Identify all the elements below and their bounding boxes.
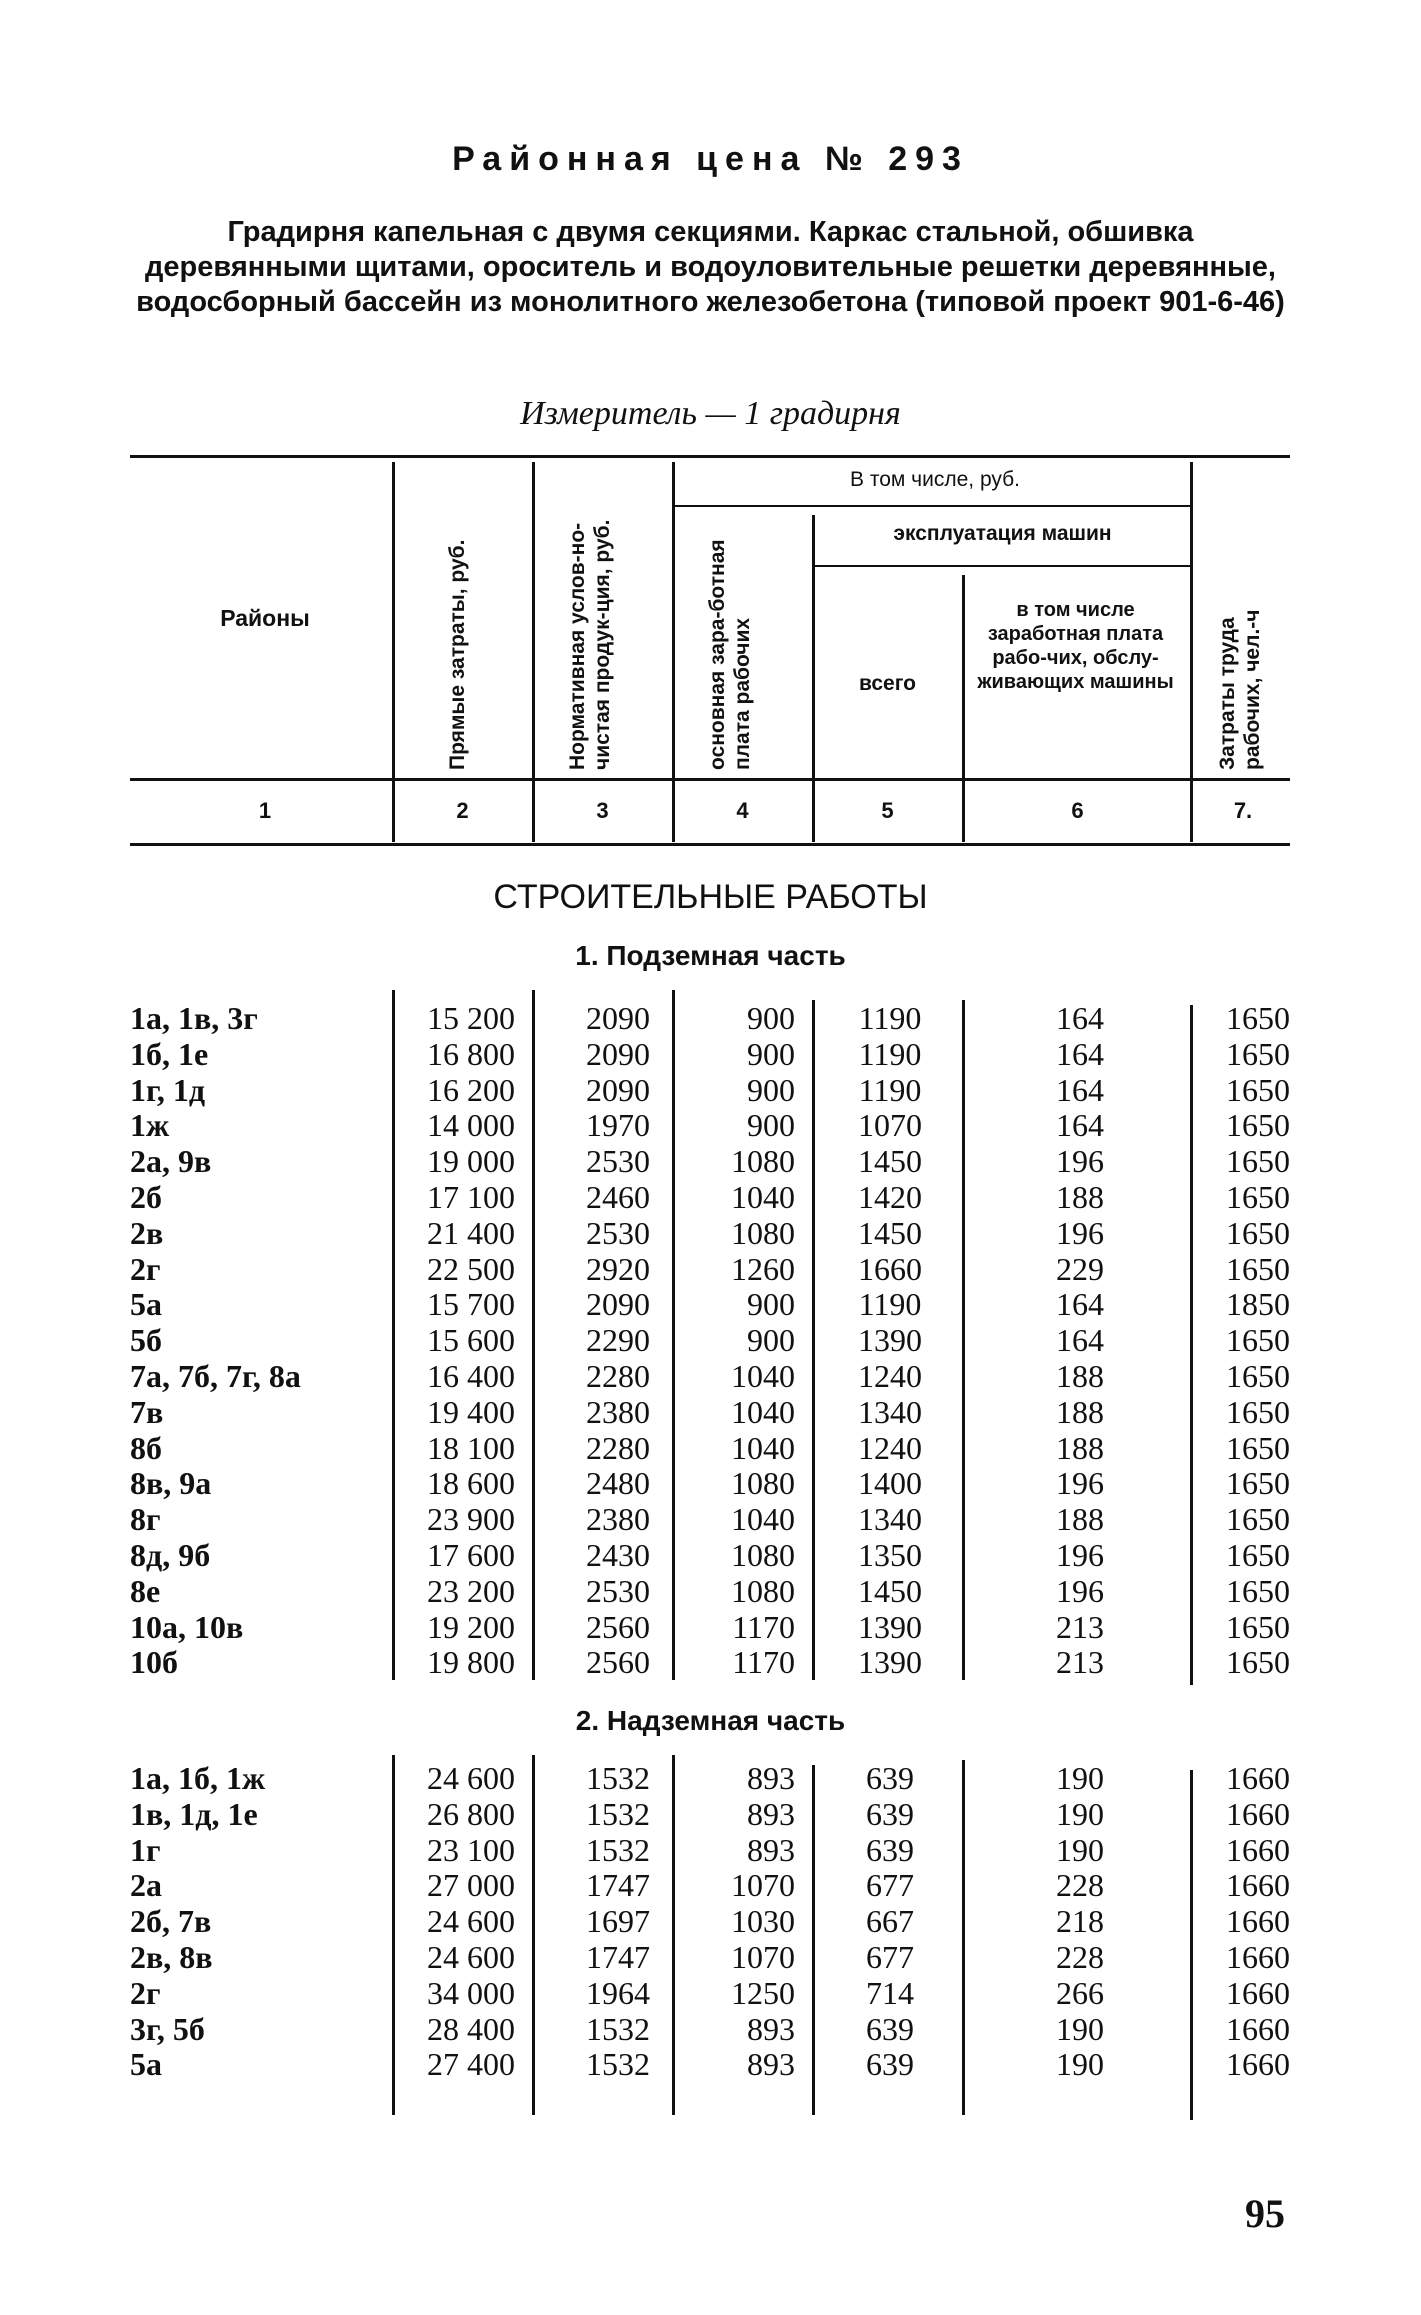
column-number: 3 bbox=[596, 798, 609, 823]
value-cell: 188 bbox=[1056, 1393, 1104, 1430]
header-normative bbox=[565, 470, 615, 770]
table-row bbox=[0, 1939, 1421, 1975]
value-cell: 1532 bbox=[586, 1831, 650, 1868]
value-cell: 1660 bbox=[1226, 2010, 1290, 2047]
value-cell: 164 bbox=[1056, 1000, 1104, 1036]
page-number: 95 bbox=[1245, 2191, 1285, 2236]
value-cell: 26 800 bbox=[427, 1795, 515, 1832]
header-top-rule bbox=[130, 455, 1290, 458]
value-cell: 15 700 bbox=[427, 1286, 515, 1323]
region-cell: 5а bbox=[130, 1286, 162, 1323]
value-cell: 23 200 bbox=[427, 1572, 515, 1609]
region-cell: 3г, 5б bbox=[130, 2010, 205, 2047]
value-cell: 2090 bbox=[586, 1071, 650, 1108]
region-cell: 2а, 9в bbox=[130, 1143, 212, 1180]
value-cell: 16 400 bbox=[427, 1358, 515, 1394]
value-cell: 1532 bbox=[586, 1760, 650, 1796]
column-number: 7. bbox=[1233, 798, 1253, 823]
value-cell: 196 bbox=[1056, 1143, 1104, 1180]
value-cell: 24 600 bbox=[427, 1903, 515, 1940]
table-row bbox=[0, 2011, 1421, 2047]
value-cell: 1080 bbox=[731, 1572, 795, 1609]
value-cell: 639 bbox=[866, 1760, 914, 1796]
value-cell: 213 bbox=[1056, 1644, 1104, 1681]
header-divider bbox=[532, 462, 535, 842]
value-cell: 1170 bbox=[732, 1644, 795, 1681]
column-number: 5 bbox=[881, 798, 894, 823]
value-cell: 2530 bbox=[586, 1572, 650, 1609]
value-cell: 900 bbox=[747, 1035, 795, 1072]
value-cell: 15 200 bbox=[427, 1000, 515, 1036]
value-cell: 19 400 bbox=[427, 1393, 515, 1430]
value-cell: 28 400 bbox=[427, 2010, 515, 2047]
value-cell: 1400 bbox=[858, 1465, 922, 1502]
column-number: 6 bbox=[1071, 798, 1084, 823]
value-cell: 1030 bbox=[731, 1903, 795, 1940]
value-cell: 1650 bbox=[1226, 1644, 1290, 1681]
value-cell: 22 500 bbox=[427, 1250, 515, 1287]
value-cell: 190 bbox=[1056, 1795, 1104, 1832]
value-cell: 1190 bbox=[858, 1035, 922, 1072]
value-cell: 1040 bbox=[731, 1358, 795, 1394]
header-divider bbox=[1190, 462, 1193, 842]
value-cell: 1650 bbox=[1226, 1322, 1290, 1359]
value-cell: 21 400 bbox=[427, 1214, 515, 1251]
region-cell: 1ж bbox=[130, 1107, 170, 1144]
table-row bbox=[0, 1430, 1421, 1466]
value-cell: 228 bbox=[1056, 1867, 1104, 1904]
table-row bbox=[0, 1107, 1421, 1143]
value-cell: 1040 bbox=[731, 1429, 795, 1466]
value-cell: 23 900 bbox=[427, 1501, 515, 1538]
value-cell: 190 bbox=[1056, 2046, 1104, 2083]
value-cell: 190 bbox=[1056, 1831, 1104, 1868]
header-divider bbox=[392, 462, 395, 842]
value-cell: 1340 bbox=[858, 1501, 922, 1538]
header-bottom-rule bbox=[130, 778, 1290, 781]
region-cell: 10б bbox=[130, 1644, 178, 1681]
value-cell: 1697 bbox=[586, 1903, 650, 1940]
header-machines: эксплуатация машин bbox=[893, 522, 1112, 545]
value-cell: 677 bbox=[866, 1939, 914, 1975]
value-cell: 23 100 bbox=[427, 1831, 515, 1868]
value-cell: 2090 bbox=[586, 1286, 650, 1323]
value-cell: 1250 bbox=[731, 1974, 795, 2011]
region-cell: 2в bbox=[130, 1214, 164, 1251]
value-cell: 667 bbox=[866, 1903, 914, 1940]
value-cell: 1660 bbox=[1226, 1831, 1290, 1868]
value-cell: 14 000 bbox=[427, 1107, 515, 1144]
value-cell: 266 bbox=[1056, 1974, 1104, 2011]
value-cell: 1660 bbox=[1226, 2046, 1290, 2083]
value-cell: 1240 bbox=[858, 1429, 922, 1466]
table-row bbox=[0, 1358, 1421, 1394]
value-cell: 900 bbox=[747, 1000, 795, 1036]
value-cell: 27 400 bbox=[427, 2046, 515, 2083]
value-cell: 1660 bbox=[1226, 1795, 1290, 1832]
value-cell: 188 bbox=[1056, 1501, 1104, 1538]
value-cell: 2090 bbox=[586, 1000, 650, 1036]
section2-title: 2. Надземная часть bbox=[575, 1705, 846, 1736]
value-cell: 1650 bbox=[1226, 1250, 1290, 1287]
value-cell: 639 bbox=[866, 2010, 914, 2047]
value-cell: 639 bbox=[866, 2046, 914, 2083]
table-row bbox=[0, 1501, 1421, 1537]
value-cell: 1532 bbox=[586, 1795, 650, 1832]
value-cell: 1747 bbox=[586, 1867, 650, 1904]
value-cell: 1650 bbox=[1226, 1071, 1290, 1108]
region-cell: 1а, 1в, 3г bbox=[130, 1000, 258, 1036]
value-cell: 196 bbox=[1056, 1537, 1104, 1573]
header-total: всего bbox=[858, 672, 917, 695]
header-regions: Районы bbox=[220, 605, 310, 631]
value-cell: 218 bbox=[1056, 1903, 1104, 1940]
value-cell: 16 800 bbox=[427, 1035, 515, 1072]
machines-rule bbox=[815, 565, 1190, 567]
value-cell: 1650 bbox=[1226, 1143, 1290, 1180]
value-cell: 1080 bbox=[731, 1214, 795, 1251]
value-cell: 1660 bbox=[1226, 1939, 1290, 1975]
section1-title: 1. Подземная часть bbox=[575, 940, 846, 971]
header-including: В том числе, руб. bbox=[850, 468, 1020, 491]
value-cell: 2460 bbox=[586, 1179, 650, 1215]
value-cell: 1660 bbox=[1226, 1867, 1290, 1904]
header-direct-costs: Прямые затраты, руб. bbox=[446, 539, 469, 770]
table-row bbox=[0, 1573, 1421, 1609]
value-cell: 1650 bbox=[1226, 1572, 1290, 1609]
table-row bbox=[0, 1394, 1421, 1430]
value-cell: 1650 bbox=[1226, 1429, 1290, 1466]
value-cell: 1070 bbox=[731, 1867, 795, 1904]
region-cell: 8д, 9б bbox=[130, 1537, 211, 1573]
value-cell: 1040 bbox=[731, 1393, 795, 1430]
value-cell: 900 bbox=[747, 1071, 795, 1108]
value-cell: 18 600 bbox=[427, 1465, 515, 1502]
value-cell: 1650 bbox=[1226, 1465, 1290, 1502]
value-cell: 27 000 bbox=[427, 1867, 515, 1904]
table-row bbox=[0, 1760, 1421, 1796]
table-row bbox=[0, 1286, 1421, 1322]
region-cell: 1б, 1е bbox=[130, 1035, 209, 1072]
value-cell: 639 bbox=[866, 1795, 914, 1832]
region-cell: 1г, 1д bbox=[130, 1071, 206, 1108]
value-cell: 196 bbox=[1056, 1572, 1104, 1609]
value-cell: 1650 bbox=[1226, 1035, 1290, 1072]
value-cell: 714 bbox=[866, 1974, 914, 2011]
value-cell: 1650 bbox=[1226, 1393, 1290, 1430]
value-cell: 15 600 bbox=[427, 1322, 515, 1359]
value-cell: 1350 bbox=[858, 1537, 922, 1573]
value-cell: 188 bbox=[1056, 1358, 1104, 1394]
value-cell: 900 bbox=[747, 1286, 795, 1323]
value-cell: 893 bbox=[747, 1831, 795, 1868]
value-cell: 2090 bbox=[586, 1035, 650, 1072]
value-cell: 893 bbox=[747, 1795, 795, 1832]
value-cell: 190 bbox=[1056, 1760, 1104, 1796]
value-cell: 1390 bbox=[858, 1322, 922, 1359]
page-title: Районная цена № 293 bbox=[452, 140, 969, 178]
region-cell: 7а, 7б, 7г, 8а bbox=[130, 1358, 301, 1394]
region-cell: 2в, 8в bbox=[130, 1939, 213, 1975]
value-cell: 1040 bbox=[731, 1501, 795, 1538]
value-cell: 1850 bbox=[1226, 1286, 1290, 1323]
column-number: 1 bbox=[258, 798, 272, 823]
value-cell: 34 000 bbox=[427, 1974, 515, 2011]
value-cell: 1660 bbox=[1226, 1760, 1290, 1796]
region-cell: 8б bbox=[130, 1429, 162, 1466]
region-cell: 1в, 1д, 1е bbox=[130, 1795, 258, 1832]
section-title: СТРОИТЕЛЬНЫЕ РАБОТЫ bbox=[493, 878, 928, 916]
value-cell: 1340 bbox=[858, 1393, 922, 1430]
header-normative-text: Нормативная услов-но-чистая продук-ция, руб. bbox=[566, 519, 614, 770]
value-cell: 19 200 bbox=[427, 1608, 515, 1645]
value-cell: 2290 bbox=[586, 1322, 650, 1359]
table-subtitle: Градирня капельная с двумя секциями. Каркас стальной, обшивка деревянными щитами, ороситель и водоуловительные решетки деревянные, водосборный бассейн из монолитного железобетона (типовой проект 901-6-46) bbox=[136, 216, 1285, 318]
value-cell: 2430 bbox=[586, 1537, 650, 1573]
table-row bbox=[0, 1796, 1421, 1832]
column-number: 4 bbox=[736, 798, 749, 823]
value-cell: 1390 bbox=[858, 1644, 922, 1681]
value-cell: 1650 bbox=[1226, 1179, 1290, 1215]
value-cell: 900 bbox=[747, 1322, 795, 1359]
value-cell: 1650 bbox=[1226, 1107, 1290, 1144]
region-cell: 5а bbox=[130, 2046, 162, 2083]
region-cell: 8в, 9а bbox=[130, 1465, 212, 1502]
value-cell: 1747 bbox=[586, 1939, 650, 1975]
table-row bbox=[0, 1832, 1421, 1868]
region-cell: 2а bbox=[130, 1867, 162, 1904]
value-cell: 900 bbox=[747, 1107, 795, 1144]
value-cell: 1070 bbox=[858, 1107, 922, 1144]
value-cell: 17 100 bbox=[427, 1179, 515, 1215]
region-cell: 2б bbox=[130, 1179, 162, 1215]
value-cell: 196 bbox=[1056, 1214, 1104, 1251]
table-row bbox=[0, 1867, 1421, 1903]
value-cell: 677 bbox=[866, 1867, 914, 1904]
value-cell: 1660 bbox=[1226, 1903, 1290, 1940]
value-cell: 213 bbox=[1056, 1608, 1104, 1645]
value-cell: 19 000 bbox=[427, 1143, 515, 1180]
measure-unit: Измеритель — 1 градирня bbox=[520, 395, 901, 432]
including-rule bbox=[675, 505, 1190, 507]
value-cell: 1080 bbox=[731, 1143, 795, 1180]
value-cell: 18 100 bbox=[427, 1429, 515, 1466]
value-cell: 196 bbox=[1056, 1465, 1104, 1502]
value-cell: 24 600 bbox=[427, 1939, 515, 1975]
value-cell: 2560 bbox=[586, 1644, 650, 1681]
value-cell: 2530 bbox=[586, 1214, 650, 1251]
table-row bbox=[0, 1975, 1421, 2011]
value-cell: 164 bbox=[1056, 1286, 1104, 1323]
table-row bbox=[0, 1036, 1421, 1072]
header-labor-text: Затраты труда рабочих, чел.-ч bbox=[1216, 609, 1264, 770]
value-cell: 2380 bbox=[586, 1501, 650, 1538]
value-cell: 190 bbox=[1056, 2010, 1104, 2047]
table-row bbox=[0, 1179, 1421, 1215]
value-cell: 1650 bbox=[1226, 1214, 1290, 1251]
value-cell: 1532 bbox=[586, 2010, 650, 2047]
header-base-wage-text: основная зара-ботная плата рабочих bbox=[706, 539, 754, 770]
value-cell: 164 bbox=[1056, 1322, 1104, 1359]
colnum-bottom-rule bbox=[130, 843, 1290, 846]
table-row bbox=[0, 1215, 1421, 1251]
value-cell: 164 bbox=[1056, 1071, 1104, 1108]
table-row bbox=[0, 1644, 1421, 1680]
value-cell: 1450 bbox=[858, 1214, 922, 1251]
region-cell: 7в bbox=[130, 1393, 164, 1430]
value-cell: 1190 bbox=[858, 1000, 922, 1036]
value-cell: 2560 bbox=[586, 1608, 650, 1645]
region-cell: 1г bbox=[130, 1831, 161, 1868]
value-cell: 1190 bbox=[858, 1286, 922, 1323]
value-cell: 1650 bbox=[1226, 1608, 1290, 1645]
value-cell: 2280 bbox=[586, 1429, 650, 1466]
value-cell: 2530 bbox=[586, 1143, 650, 1180]
value-cell: 1650 bbox=[1226, 1358, 1290, 1394]
value-cell: 1080 bbox=[731, 1537, 795, 1573]
value-cell: 17 600 bbox=[427, 1537, 515, 1573]
value-cell: 893 bbox=[747, 1760, 795, 1796]
value-cell: 1650 bbox=[1226, 1000, 1290, 1036]
table-row bbox=[0, 1322, 1421, 1358]
region-cell: 5б bbox=[130, 1322, 162, 1359]
value-cell: 1420 bbox=[858, 1179, 922, 1215]
value-cell: 639 bbox=[866, 1831, 914, 1868]
value-cell: 16 200 bbox=[427, 1071, 515, 1108]
value-cell: 1190 bbox=[858, 1071, 922, 1108]
value-cell: 1080 bbox=[731, 1465, 795, 1502]
table-row bbox=[0, 1903, 1421, 1939]
header-base-wage bbox=[705, 520, 755, 770]
value-cell: 1450 bbox=[858, 1143, 922, 1180]
table-row bbox=[0, 1251, 1421, 1287]
value-cell: 1390 bbox=[858, 1608, 922, 1645]
header-machine-wage: в том числе заработная плата рабо-чих, обслу-живающих машины bbox=[977, 599, 1174, 693]
value-cell: 164 bbox=[1056, 1035, 1104, 1072]
value-cell: 1532 bbox=[586, 2046, 650, 2083]
table-row bbox=[0, 1143, 1421, 1179]
table-row bbox=[0, 1609, 1421, 1645]
value-cell: 2380 bbox=[586, 1393, 650, 1430]
column-number: 2 bbox=[456, 798, 469, 823]
table-row bbox=[0, 1537, 1421, 1573]
region-cell: 10а, 10в bbox=[130, 1608, 244, 1645]
value-cell: 893 bbox=[747, 2046, 795, 2083]
value-cell: 1660 bbox=[858, 1250, 922, 1287]
value-cell: 1070 bbox=[731, 1939, 795, 1975]
value-cell: 1650 bbox=[1226, 1537, 1290, 1573]
value-cell: 228 bbox=[1056, 1939, 1104, 1975]
value-cell: 1660 bbox=[1226, 1974, 1290, 2011]
header-divider bbox=[672, 462, 675, 842]
header-labor bbox=[1215, 520, 1265, 770]
value-cell: 1964 bbox=[586, 1974, 650, 2011]
value-cell: 1040 bbox=[731, 1179, 795, 1215]
value-cell: 188 bbox=[1056, 1429, 1104, 1466]
value-cell: 1170 bbox=[732, 1608, 795, 1645]
value-cell: 164 bbox=[1056, 1107, 1104, 1144]
value-cell: 1260 bbox=[731, 1250, 795, 1287]
region-cell: 2г bbox=[130, 1250, 161, 1287]
table-row bbox=[0, 1000, 1421, 1036]
region-cell: 2б, 7в bbox=[130, 1903, 212, 1940]
table-row bbox=[0, 1465, 1421, 1501]
value-cell: 2920 bbox=[586, 1250, 650, 1287]
value-cell: 229 bbox=[1056, 1250, 1104, 1287]
value-cell: 19 800 bbox=[427, 1644, 515, 1681]
table-row bbox=[0, 2046, 1421, 2082]
region-cell: 2г bbox=[130, 1974, 161, 2011]
value-cell: 2280 bbox=[586, 1358, 650, 1394]
region-cell: 8е bbox=[130, 1572, 161, 1609]
value-cell: 1450 bbox=[858, 1572, 922, 1609]
region-cell: 8г bbox=[130, 1501, 161, 1538]
value-cell: 188 bbox=[1056, 1179, 1104, 1215]
value-cell: 2480 bbox=[586, 1465, 650, 1502]
value-cell: 24 600 bbox=[427, 1760, 515, 1796]
region-cell: 1а, 1б, 1ж bbox=[130, 1760, 266, 1796]
value-cell: 1970 bbox=[586, 1107, 650, 1144]
value-cell: 893 bbox=[747, 2010, 795, 2047]
table-row bbox=[0, 1072, 1421, 1108]
value-cell: 1240 bbox=[858, 1358, 922, 1394]
value-cell: 1650 bbox=[1226, 1501, 1290, 1538]
